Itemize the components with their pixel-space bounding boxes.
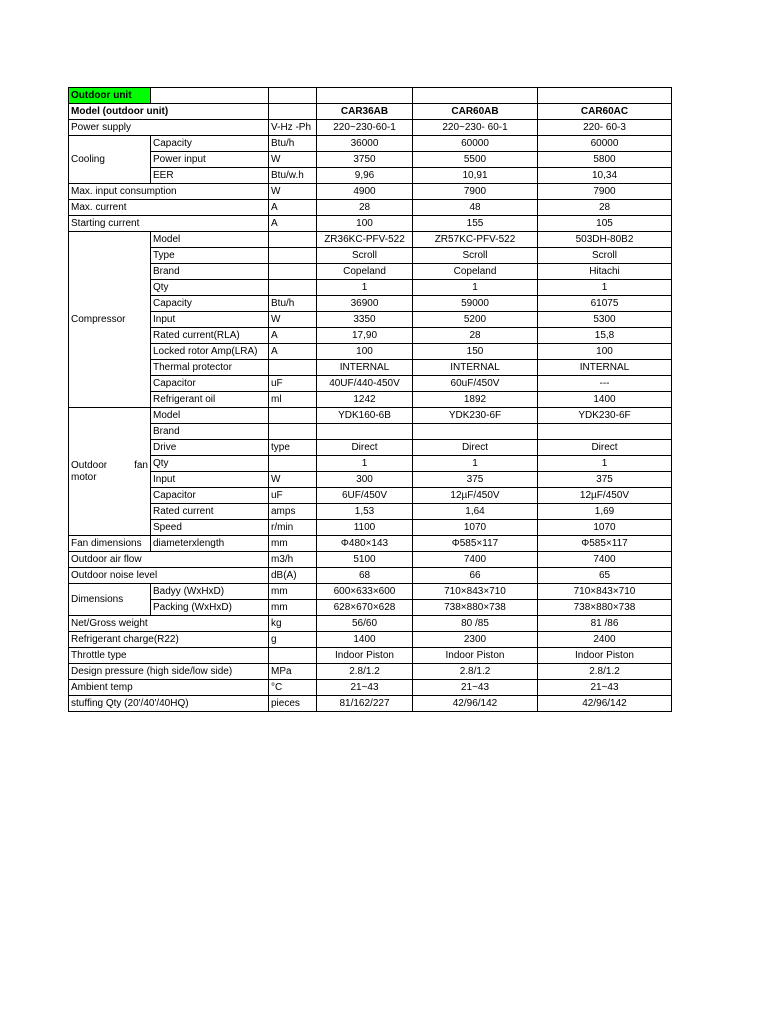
- value-cell: Scroll: [317, 248, 413, 264]
- value-cell: 375: [538, 472, 672, 488]
- value-cell: YDK230-6F: [413, 408, 538, 424]
- value-cell: 1070: [413, 520, 538, 536]
- table-row: [69, 296, 672, 312]
- value-cell: 1: [538, 456, 672, 472]
- table-row: [69, 616, 672, 632]
- row-label: Input: [151, 472, 269, 488]
- value-cell: 628×670×628: [317, 600, 413, 616]
- value-cell: 1100: [317, 520, 413, 536]
- value-cell: 42/96/142: [413, 696, 538, 712]
- table-row: [69, 136, 672, 152]
- value-cell: 100: [538, 344, 672, 360]
- value-cell: 7900: [413, 184, 538, 200]
- value-cell: ZR36KC-PFV-522: [317, 232, 413, 248]
- value-cell: Hitachi: [538, 264, 672, 280]
- empty-cell: [538, 88, 672, 104]
- table-row: [69, 632, 672, 648]
- table-row: [69, 152, 672, 168]
- row-label: Drive: [151, 440, 269, 456]
- table-row: [69, 472, 672, 488]
- value-cell: 59000: [413, 296, 538, 312]
- value-cell: 710×843×710: [538, 584, 672, 600]
- row-label: Model: [151, 232, 269, 248]
- row-unit: A: [269, 328, 317, 344]
- row-label: Throttle type: [69, 648, 269, 664]
- section-header-row: [69, 88, 672, 104]
- model-header-row: [69, 104, 672, 120]
- row-label: Capacitor: [151, 488, 269, 504]
- value-cell: 17,90: [317, 328, 413, 344]
- value-cell: ZR57KC-PFV-522: [413, 232, 538, 248]
- empty-cell: [269, 104, 317, 120]
- table-row: [69, 168, 672, 184]
- value-cell: 15,8: [538, 328, 672, 344]
- value-cell: Φ585×117: [538, 536, 672, 552]
- table-row: [69, 280, 672, 296]
- value-cell: 2400: [538, 632, 672, 648]
- value-cell: 1400: [538, 392, 672, 408]
- value-cell: 10,91: [413, 168, 538, 184]
- table-row: [69, 376, 672, 392]
- group-label-dimensions: Dimensions: [69, 584, 151, 616]
- table-row: [69, 584, 672, 600]
- group-label-outdoor-fan-motor: [69, 408, 151, 536]
- value-cell: 300: [317, 472, 413, 488]
- row-unit: mm: [269, 584, 317, 600]
- row-unit: dB(A): [269, 568, 317, 584]
- table-row: [69, 392, 672, 408]
- row-unit: W: [269, 472, 317, 488]
- value-cell: Scroll: [538, 248, 672, 264]
- row-label: Locked rotor Amp(LRA): [151, 344, 269, 360]
- value-cell: 4900: [317, 184, 413, 200]
- value-cell: 7900: [538, 184, 672, 200]
- value-cell: 68: [317, 568, 413, 584]
- row-label: Design pressure (high side/low side): [69, 664, 269, 680]
- value-cell: Φ480×143: [317, 536, 413, 552]
- value-cell: 21~43: [538, 680, 672, 696]
- group-label-part: Outdoor: [71, 460, 108, 471]
- row-unit: m3/h: [269, 552, 317, 568]
- value-cell: 56/60: [317, 616, 413, 632]
- row-unit: Btu/h: [269, 136, 317, 152]
- row-label: Brand: [151, 264, 269, 280]
- value-cell: Direct: [413, 440, 538, 456]
- value-cell: 1400: [317, 632, 413, 648]
- value-cell: INTERNAL: [538, 360, 672, 376]
- group-label-cooling: Cooling: [69, 136, 151, 184]
- value-cell: 155: [413, 216, 538, 232]
- value-cell: 2.8/1.2: [317, 664, 413, 680]
- row-unit: [269, 424, 317, 440]
- value-cell: 3750: [317, 152, 413, 168]
- row-unit: g: [269, 632, 317, 648]
- row-label: Net/Gross weight: [69, 616, 269, 632]
- value-cell: 220- 60-3: [538, 120, 672, 136]
- row-label: Rated current(RLA): [151, 328, 269, 344]
- table-row: [69, 408, 672, 424]
- value-cell: 738×880×738: [413, 600, 538, 616]
- table-row: [69, 184, 672, 200]
- table-row: [69, 312, 672, 328]
- value-cell: [538, 424, 672, 440]
- value-cell: 36000: [317, 136, 413, 152]
- value-cell: INTERNAL: [413, 360, 538, 376]
- table-row: [69, 120, 672, 136]
- row-label: Qty: [151, 456, 269, 472]
- value-cell: 1: [538, 280, 672, 296]
- row-unit: kg: [269, 616, 317, 632]
- row-unit: [269, 280, 317, 296]
- value-cell: 7400: [538, 552, 672, 568]
- row-label: Power supply: [69, 120, 269, 136]
- value-cell: 81/162/227: [317, 696, 413, 712]
- row-sublabel: diameterxlength: [151, 536, 269, 552]
- value-cell: YDK230-6F: [538, 408, 672, 424]
- row-label: Max. input consumption: [69, 184, 269, 200]
- row-label: Capacitor: [151, 376, 269, 392]
- model-label: Model (outdoor unit): [69, 104, 269, 120]
- row-label: Brand: [151, 424, 269, 440]
- value-cell: Indoor Piston: [317, 648, 413, 664]
- table-row: [69, 456, 672, 472]
- row-unit: [269, 248, 317, 264]
- row-label: Type: [151, 248, 269, 264]
- value-cell: 28: [413, 328, 538, 344]
- row-label: Speed: [151, 520, 269, 536]
- section-title: Outdoor unit: [69, 88, 151, 104]
- value-cell: 3350: [317, 312, 413, 328]
- model-name: CAR36AB: [317, 104, 413, 120]
- row-label: Max. current: [69, 200, 269, 216]
- row-unit: A: [269, 200, 317, 216]
- empty-cell: [269, 88, 317, 104]
- table-row: [69, 216, 672, 232]
- value-cell: 36900: [317, 296, 413, 312]
- row-unit: pieces: [269, 696, 317, 712]
- value-cell: 600×633×600: [317, 584, 413, 600]
- model-name: CAR60AC: [538, 104, 672, 120]
- value-cell: 375: [413, 472, 538, 488]
- row-unit: r/min: [269, 520, 317, 536]
- value-cell: Φ585×117: [413, 536, 538, 552]
- value-cell: 5500: [413, 152, 538, 168]
- row-label: Fan dimensions: [69, 536, 151, 552]
- value-cell: 66: [413, 568, 538, 584]
- value-cell: 100: [317, 216, 413, 232]
- value-cell: 60000: [413, 136, 538, 152]
- row-label: Capacity: [151, 296, 269, 312]
- row-unit: ml: [269, 392, 317, 408]
- row-label: Rated current: [151, 504, 269, 520]
- row-label: Thermal protector: [151, 360, 269, 376]
- value-cell: 5800: [538, 152, 672, 168]
- row-unit: MPa: [269, 664, 317, 680]
- value-cell: ---: [538, 376, 672, 392]
- row-label: Refrigerant charge(R22): [69, 632, 269, 648]
- row-unit: V-Hz -Ph: [269, 120, 317, 136]
- value-cell: [413, 424, 538, 440]
- row-label: Outdoor noise level: [69, 568, 269, 584]
- value-cell: 1: [413, 456, 538, 472]
- value-cell: 10,34: [538, 168, 672, 184]
- value-cell: 2.8/1.2: [413, 664, 538, 680]
- value-cell: 1892: [413, 392, 538, 408]
- table-row: [69, 360, 672, 376]
- value-cell: 5300: [538, 312, 672, 328]
- value-cell: 1070: [538, 520, 672, 536]
- row-unit: uF: [269, 488, 317, 504]
- value-cell: 1: [413, 280, 538, 296]
- row-unit: [269, 648, 317, 664]
- value-cell: 1,53: [317, 504, 413, 520]
- value-cell: 150: [413, 344, 538, 360]
- value-cell: 80 /85: [413, 616, 538, 632]
- group-label-part: fan: [134, 460, 148, 471]
- model-name: CAR60AB: [413, 104, 538, 120]
- value-cell: 1242: [317, 392, 413, 408]
- row-label: Badyy (WxHxD): [151, 584, 269, 600]
- value-cell: Indoor Piston: [538, 648, 672, 664]
- row-unit: Btu/w.h: [269, 168, 317, 184]
- row-label: Power input: [151, 152, 269, 168]
- row-unit: mm: [269, 600, 317, 616]
- row-unit: A: [269, 216, 317, 232]
- value-cell: 28: [538, 200, 672, 216]
- table-row: [69, 440, 672, 456]
- value-cell: 7400: [413, 552, 538, 568]
- value-cell: 2300: [413, 632, 538, 648]
- row-unit: [269, 408, 317, 424]
- row-label: Refrigerant oil: [151, 392, 269, 408]
- empty-cell: [413, 88, 538, 104]
- table-row: [69, 568, 672, 584]
- value-cell: [317, 424, 413, 440]
- empty-cell: [151, 88, 269, 104]
- value-cell: Copeland: [413, 264, 538, 280]
- value-cell: 81 /86: [538, 616, 672, 632]
- value-cell: 503DH-80B2: [538, 232, 672, 248]
- value-cell: Scroll: [413, 248, 538, 264]
- value-cell: 738×880×738: [538, 600, 672, 616]
- row-label: Starting current: [69, 216, 269, 232]
- row-label: Ambient temp: [69, 680, 269, 696]
- value-cell: 1,69: [538, 504, 672, 520]
- row-label: Model: [151, 408, 269, 424]
- row-label: Capacity: [151, 136, 269, 152]
- row-label: stuffing Qty (20'/40'/40HQ): [69, 696, 269, 712]
- table-row: [69, 328, 672, 344]
- row-unit: Btu/h: [269, 296, 317, 312]
- value-cell: 65: [538, 568, 672, 584]
- row-label: Input: [151, 312, 269, 328]
- value-cell: 48: [413, 200, 538, 216]
- table-row: [69, 536, 672, 552]
- value-cell: Direct: [538, 440, 672, 456]
- value-cell: Indoor Piston: [413, 648, 538, 664]
- value-cell: Copeland: [317, 264, 413, 280]
- table-row: [69, 232, 672, 248]
- row-unit: type: [269, 440, 317, 456]
- value-cell: 710×843×710: [413, 584, 538, 600]
- value-cell: 6UF/450V: [317, 488, 413, 504]
- value-cell: 9,96: [317, 168, 413, 184]
- value-cell: 2.8/1.2: [538, 664, 672, 680]
- value-cell: 100: [317, 344, 413, 360]
- row-unit: A: [269, 344, 317, 360]
- value-cell: 21~43: [413, 680, 538, 696]
- value-cell: 60uF/450V: [413, 376, 538, 392]
- table-row: [69, 344, 672, 360]
- group-label-part: motor: [71, 471, 97, 483]
- row-unit: mm: [269, 536, 317, 552]
- row-label: Packing (WxHxD): [151, 600, 269, 616]
- table-row: [69, 648, 672, 664]
- value-cell: 105: [538, 216, 672, 232]
- table-row: [69, 264, 672, 280]
- table-row: [69, 424, 672, 440]
- value-cell: Direct: [317, 440, 413, 456]
- table-row: [69, 520, 672, 536]
- row-unit: uF: [269, 376, 317, 392]
- row-unit: °C: [269, 680, 317, 696]
- group-label-compressor: Compressor: [69, 232, 151, 408]
- row-unit: [269, 456, 317, 472]
- value-cell: 40UF/440-450V: [317, 376, 413, 392]
- empty-cell: [317, 88, 413, 104]
- table-row: [69, 680, 672, 696]
- row-label: Outdoor air flow: [69, 552, 269, 568]
- table-row: [69, 488, 672, 504]
- table-row: [69, 200, 672, 216]
- row-unit: W: [269, 152, 317, 168]
- row-unit: [269, 360, 317, 376]
- outdoor-unit-spec-table: [68, 87, 672, 712]
- value-cell: 60000: [538, 136, 672, 152]
- value-cell: 1,64: [413, 504, 538, 520]
- value-cell: 12µF/450V: [538, 488, 672, 504]
- row-unit: W: [269, 184, 317, 200]
- table-row: [69, 696, 672, 712]
- row-unit: W: [269, 312, 317, 328]
- table-row: [69, 552, 672, 568]
- value-cell: 1: [317, 456, 413, 472]
- value-cell: 21~43: [317, 680, 413, 696]
- table-row: [69, 600, 672, 616]
- value-cell: 28: [317, 200, 413, 216]
- value-cell: 12µF/450V: [413, 488, 538, 504]
- row-label: Qty: [151, 280, 269, 296]
- value-cell: INTERNAL: [317, 360, 413, 376]
- value-cell: 61075: [538, 296, 672, 312]
- value-cell: 220~230- 60-1: [413, 120, 538, 136]
- value-cell: 5100: [317, 552, 413, 568]
- row-unit: [269, 264, 317, 280]
- value-cell: 220~230-60-1: [317, 120, 413, 136]
- row-unit: [269, 232, 317, 248]
- row-unit: amps: [269, 504, 317, 520]
- value-cell: 42/96/142: [538, 696, 672, 712]
- value-cell: YDK160-6B: [317, 408, 413, 424]
- table-row: [69, 504, 672, 520]
- table-row: [69, 248, 672, 264]
- value-cell: 5200: [413, 312, 538, 328]
- table-row: [69, 664, 672, 680]
- value-cell: 1: [317, 280, 413, 296]
- row-label: EER: [151, 168, 269, 184]
